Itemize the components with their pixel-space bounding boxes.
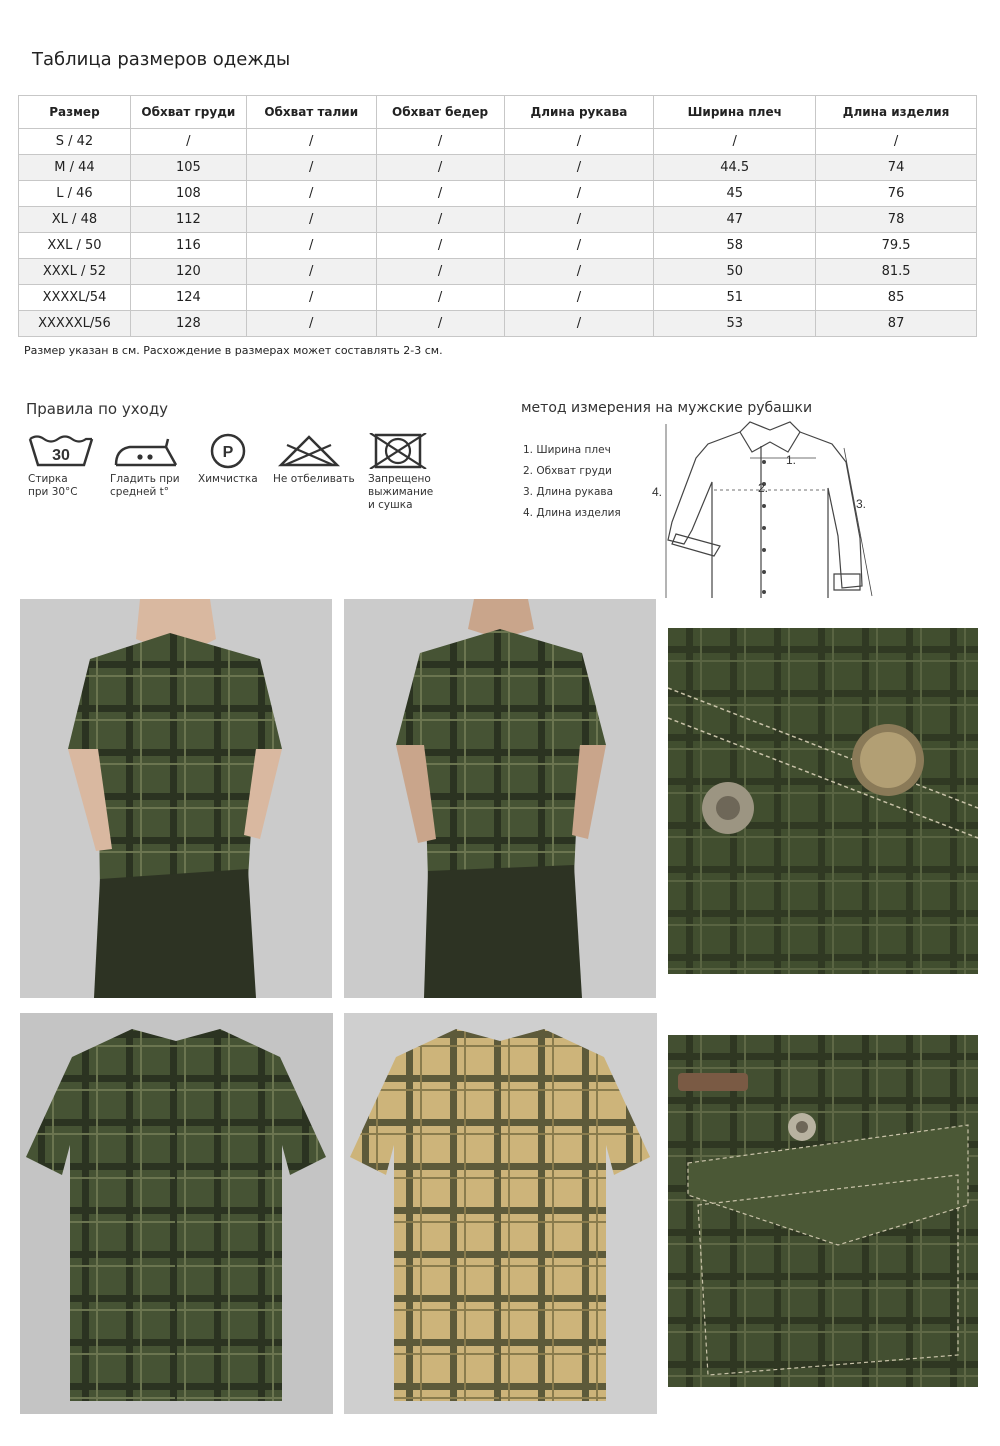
svg-text:30: 30 bbox=[52, 447, 70, 464]
cell-size: XXXXXL/56 bbox=[19, 311, 131, 337]
cell-chest: 105 bbox=[130, 155, 246, 181]
photo-pocket-closeup bbox=[668, 1035, 978, 1387]
cell-shoulders: / bbox=[654, 129, 816, 155]
header-sleeve: Длина рукава bbox=[504, 96, 654, 129]
svg-text:P: P bbox=[222, 444, 234, 461]
care-label: Химчистка bbox=[198, 473, 258, 485]
care-title: Правила по уходу bbox=[26, 400, 169, 418]
care-label: и сушка bbox=[368, 499, 413, 511]
cell-waist: / bbox=[246, 259, 376, 285]
cell-length: 74 bbox=[816, 155, 977, 181]
care-label: выжимание bbox=[368, 486, 434, 498]
no-tumble-dry-icon bbox=[368, 433, 428, 469]
cell-hips: / bbox=[376, 181, 504, 207]
care-label: при 30°C bbox=[28, 486, 78, 498]
cell-shoulders: 44.5 bbox=[654, 155, 816, 181]
cell-length: 87 bbox=[816, 311, 977, 337]
care-label: средней t° bbox=[110, 486, 170, 498]
header-length: Длина изделия bbox=[816, 96, 977, 129]
wash-30-icon bbox=[28, 433, 94, 469]
cell-length: 78 bbox=[816, 207, 977, 233]
svg-text:2.: 2. bbox=[758, 481, 769, 495]
cell-waist: / bbox=[246, 285, 376, 311]
cell-waist: / bbox=[246, 181, 376, 207]
cell-waist: / bbox=[246, 311, 376, 337]
header-chest: Обхват груди bbox=[130, 96, 246, 129]
care-item-iron bbox=[110, 433, 192, 499]
cell-sleeve: / bbox=[504, 259, 654, 285]
care-item-dryclean bbox=[198, 433, 280, 486]
cell-length: 81.5 bbox=[816, 259, 977, 285]
method-item: 1. Ширина плеч bbox=[523, 444, 611, 456]
cell-sleeve: / bbox=[504, 233, 654, 259]
header-size: Размер bbox=[19, 96, 131, 129]
size-table bbox=[18, 95, 977, 337]
cell-waist: / bbox=[246, 155, 376, 181]
cell-size: L / 46 bbox=[19, 181, 131, 207]
cell-shoulders: 58 bbox=[654, 233, 816, 259]
header-waist: Обхват талии bbox=[246, 96, 376, 129]
cell-waist: / bbox=[246, 129, 376, 155]
cell-shoulders: 53 bbox=[654, 311, 816, 337]
table-header-row bbox=[19, 96, 977, 129]
care-item-wash bbox=[28, 433, 110, 499]
cell-shoulders: 47 bbox=[654, 207, 816, 233]
cell-chest: 108 bbox=[130, 181, 246, 207]
cell-waist: / bbox=[246, 233, 376, 259]
care-item-nodry bbox=[368, 433, 450, 512]
cell-sleeve: / bbox=[504, 129, 654, 155]
photo-button-closeup bbox=[668, 628, 978, 974]
photo-back-model bbox=[344, 599, 656, 998]
cell-chest: 128 bbox=[130, 311, 246, 337]
method-item: 3. Длина рукава bbox=[523, 486, 614, 498]
photo-flat-khaki bbox=[344, 1013, 657, 1414]
cell-length: 79.5 bbox=[816, 233, 977, 259]
cell-length: / bbox=[816, 129, 977, 155]
method-item: 4. Длина изделия bbox=[523, 507, 621, 519]
table-row bbox=[19, 311, 977, 337]
cell-size: XXXXL/54 bbox=[19, 285, 131, 311]
cell-size: S / 42 bbox=[19, 129, 131, 155]
cell-chest: 112 bbox=[130, 207, 246, 233]
cell-shoulders: 50 bbox=[654, 259, 816, 285]
header-hips: Обхват бедер bbox=[376, 96, 504, 129]
cell-length: 76 bbox=[816, 181, 977, 207]
cell-shoulders: 45 bbox=[654, 181, 816, 207]
shirt-measure-diagram bbox=[648, 418, 898, 600]
table-row bbox=[19, 233, 977, 259]
header-shoulders: Ширина плеч bbox=[654, 96, 816, 129]
dry-clean-icon bbox=[198, 433, 258, 469]
method-item: 2. Обхват груди bbox=[523, 465, 612, 477]
cell-size: XXXL / 52 bbox=[19, 259, 131, 285]
photo-front-model bbox=[20, 599, 332, 998]
svg-text:3.: 3. bbox=[856, 497, 867, 511]
cell-hips: / bbox=[376, 207, 504, 233]
cell-sleeve: / bbox=[504, 181, 654, 207]
iron-medium-icon bbox=[110, 433, 180, 469]
table-row bbox=[19, 181, 977, 207]
cell-size: XXL / 50 bbox=[19, 233, 131, 259]
care-label: Не отбеливать bbox=[273, 473, 355, 485]
cell-hips: / bbox=[376, 259, 504, 285]
care-label: Стирка bbox=[28, 473, 68, 485]
table-row bbox=[19, 129, 977, 155]
svg-text:4.: 4. bbox=[652, 485, 663, 499]
cell-chest: / bbox=[130, 129, 246, 155]
photo-flat-olive bbox=[20, 1013, 333, 1414]
cell-hips: / bbox=[376, 129, 504, 155]
cell-sleeve: / bbox=[504, 311, 654, 337]
table-row bbox=[19, 155, 977, 181]
cell-sleeve: / bbox=[504, 285, 654, 311]
cell-chest: 120 bbox=[130, 259, 246, 285]
method-list bbox=[523, 440, 621, 524]
cell-hips: / bbox=[376, 311, 504, 337]
cell-hips: / bbox=[376, 285, 504, 311]
cell-waist: / bbox=[246, 207, 376, 233]
care-label: Гладить при bbox=[110, 473, 180, 485]
page-title: Таблица размеров одежды bbox=[32, 49, 291, 70]
table-row bbox=[19, 285, 977, 311]
cell-size: M / 44 bbox=[19, 155, 131, 181]
cell-sleeve: / bbox=[504, 155, 654, 181]
no-bleach-icon bbox=[273, 433, 345, 469]
cell-size: XL / 48 bbox=[19, 207, 131, 233]
method-title: метод измерения на мужские рубашки bbox=[521, 400, 813, 416]
cell-chest: 116 bbox=[130, 233, 246, 259]
cell-hips: / bbox=[376, 155, 504, 181]
cell-hips: / bbox=[376, 233, 504, 259]
cell-chest: 124 bbox=[130, 285, 246, 311]
cell-sleeve: / bbox=[504, 207, 654, 233]
cell-shoulders: 51 bbox=[654, 285, 816, 311]
cell-length: 85 bbox=[816, 285, 977, 311]
svg-text:1.: 1. bbox=[786, 453, 797, 467]
size-note: Размер указан в см. Расхождение в размерах может составлять 2-3 см. bbox=[24, 344, 443, 357]
table-row bbox=[19, 207, 977, 233]
care-item-nobleach bbox=[273, 433, 355, 486]
care-label: Запрещено bbox=[368, 473, 431, 485]
table-row bbox=[19, 259, 977, 285]
